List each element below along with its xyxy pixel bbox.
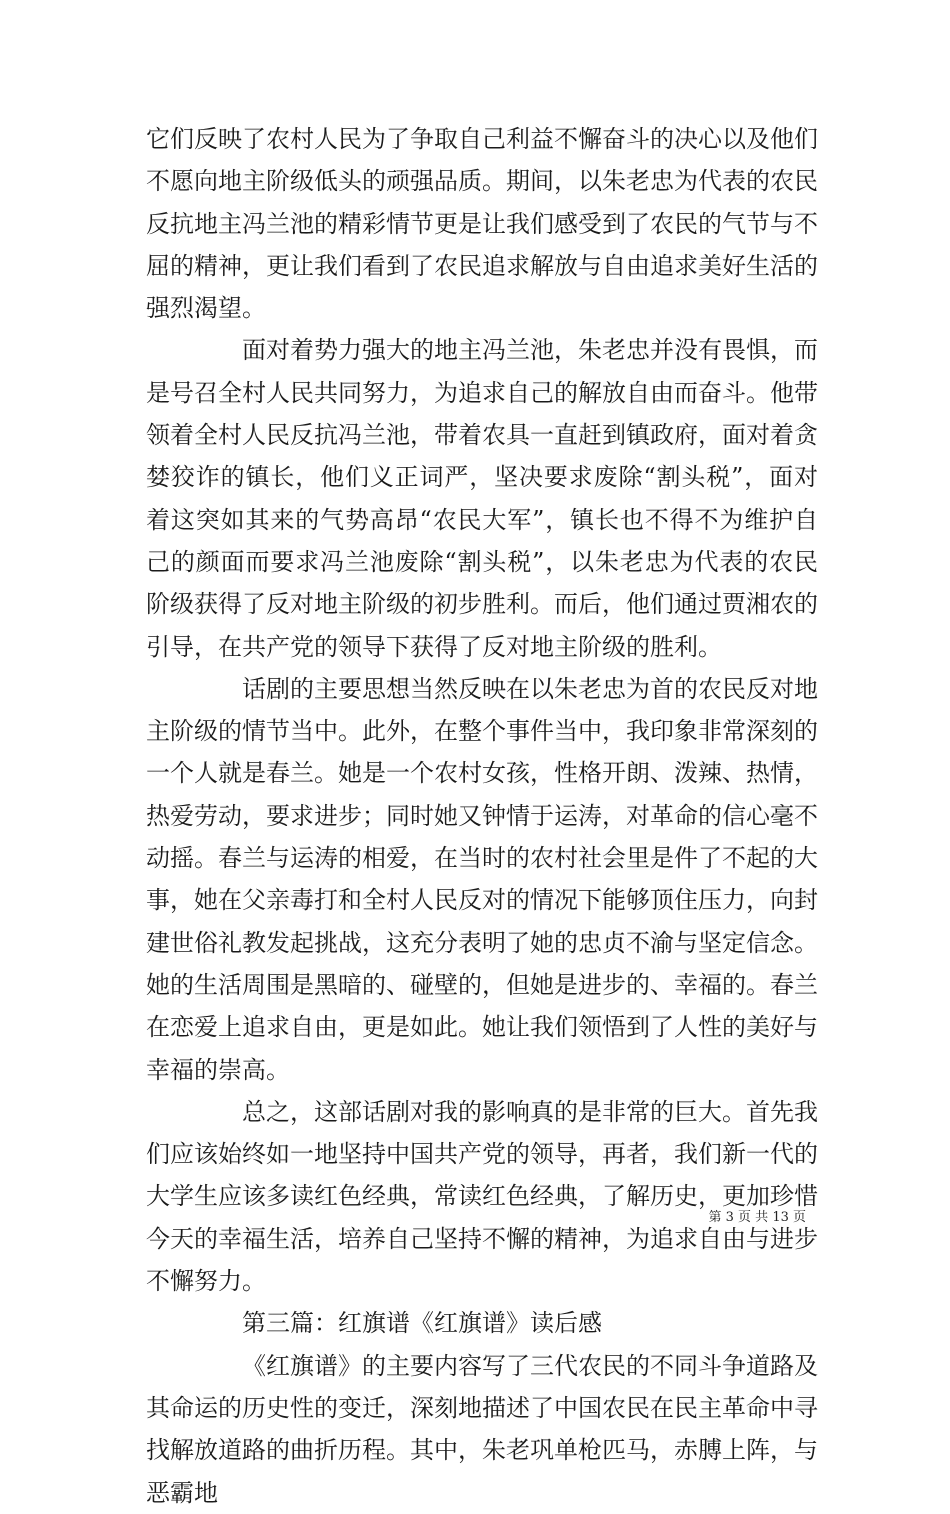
paragraph-chunlan: 话剧的主要思想当然反映在以朱老忠为首的农民反对地主阶级的情节当中。此外，在整个事件当中，我印象非常深刻的一个人就是春兰。她是一个农村女孩，性格开朗、泼辣、热情，热爱劳动，要求进步；同时她又钟情于运涛，对革命的信心毫不动摇。春兰与运涛的相爱，在当时的农村社会里是件了不起的大事，她在父亲毒打和全村人民反对的情况下能够顶住压力，向封建世俗礼教发起挑战，这充分表明了她的忠贞不渝与坚定信念。她的生活周围是黑暗的、碰壁的，但她是进步的、幸福的。春兰在恋爱上追求自由，更是如此。她让我们领悟到了人性的美好与幸福的崇高。	[146, 674, 818, 1084]
paragraph-fenglanchi: 面对着势力强大的地主冯兰池，朱老忠并没有畏惧，而是号召全村人民共同努力，为追求自己的解放自由而奋斗。他带领着全村人民反抗冯兰池，带着农具一直赶到镇政府，面对着贪婪狡诈的镇长，他们义正词严，坚决要求废除“割头税”，面对着这突如其来的气势高昂“农民大军”，镇长也不得不为维护自己的颜面而要求冯兰池废除“割头税”，以朱老忠为代表的农民阶级获得了反对地主阶级的初步胜利。而后，他们通过贾湘农的引导，在共产党的领导下获得了反对地主阶级的胜利。	[146, 336, 818, 661]
page-number: 第 3 页 共 13 页	[708, 1210, 806, 1225]
paragraph-conclusion: 总之，这部话剧对我的影响真的是非常的巨大。首先我们应该始终如一地坚持中国共产党的领导，再者，我们新一代的大学生应该多读红色经典，常读红色经典，了解历史，更加珍惜今天的幸福生活，培养自己坚持不懈的精神，为追求自由与进步不懈努力。	[146, 1097, 818, 1296]
paragraph-continuation: 它们反映了农村人民为了争取自己利益不懈奋斗的决心以及他们不愿向地主阶级低头的顽强品质。期间，以朱老忠为代表的农民反抗地主冯兰池的精彩情节更是让我们感受到了农民的气节与不屈的精神，更让我们看到了农民追求解放与自由追求美好生活的强烈渴望。	[146, 125, 818, 323]
body-text	[146, 118, 818, 1514]
paragraph-hongqipu: 《红旗谱》的主要内容写了三代农民的不同斗争道路及其命运的历史性的变迁，深刻地描述了中国农民在民主革命中寻找解放道路的曲折历程。其中，朱老巩单枪匹马，赤膊上阵，与恶霸地	[146, 1351, 818, 1507]
section-heading: 第三篇：红旗谱《红旗谱》读后感	[242, 1309, 602, 1338]
